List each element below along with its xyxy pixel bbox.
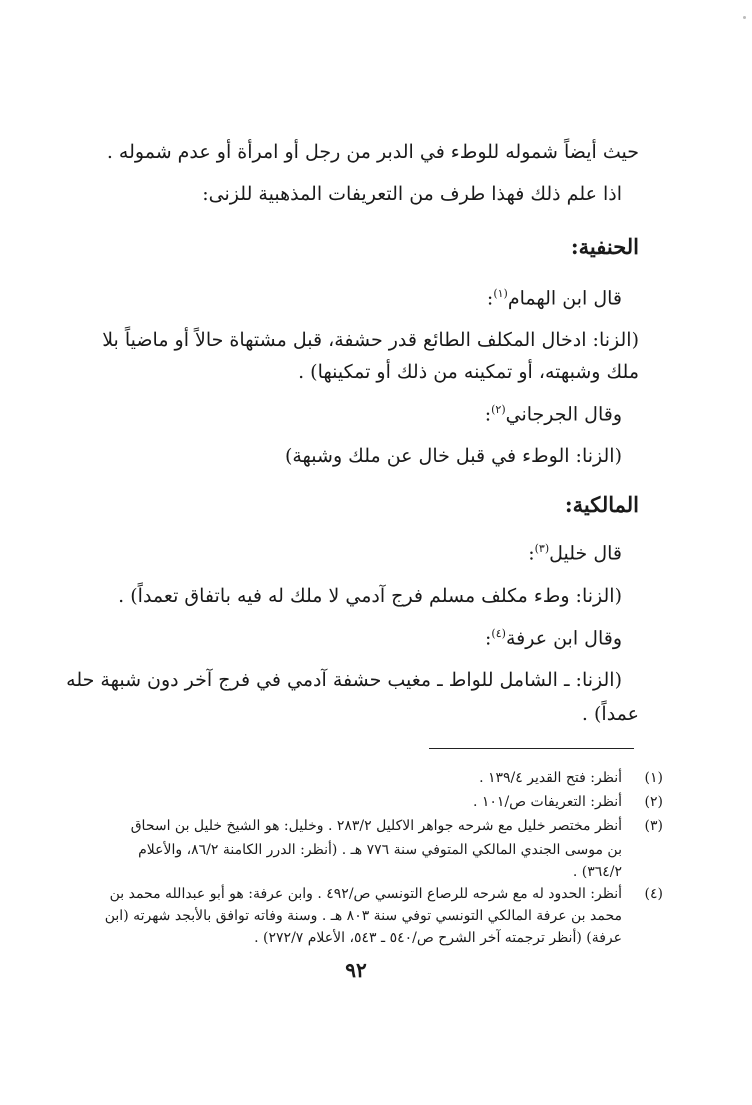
footnote-number-4: (٤) [644,886,663,902]
colon: : [484,403,492,426]
quote-intro-ibn-alhumam [487,282,622,310]
quote-intro-ibn-arafa [485,622,622,650]
body-line-definition-ibn-arafa-2: عمداً) . [581,703,639,725]
footnote-3-line-2: بن موسى الجندي المالكي المتوفي سنة ٧٧٦ هـ . (أنظر: الدرر الكامنة ٨٦/٢، والأعلام [138,842,622,858]
heading-hanafi: الحنفية: [570,234,639,259]
footnote-number-2: (٢) [644,794,663,810]
footnote-3-line-3: ٣٦٤/٢) . [572,864,622,880]
quote-intro-text: قال خليل [549,542,622,565]
colon: : [528,542,535,565]
page-number: ٩٢ [345,958,367,982]
colon: : [485,627,492,650]
footnote-3-line-1: أنظر مختصر خليل مع شرحه جواهر الاكليل ٢٨٣/٢ . وخليل: هو الشيخ خليل بن اسحاق [130,818,622,834]
quote-intro-text: قال ابن الهمام [507,287,622,310]
footnote-number-3: (٣) [644,818,663,834]
footnote-ref-1: (١) [493,287,508,300]
body-line-2: اذا علم ذلك فهذا طرف من التعريفات المذهبية للزنى: [202,183,622,205]
footnote-separator [429,748,634,749]
body-line-definition-khalil: (الزنا: وطء مكلف مسلم فرج آدمي لا ملك له فيه باتفاق تعمداً) . [118,585,622,607]
colon: : [486,287,494,310]
footnote-ref-2: (٢) [491,403,506,416]
scan-speck [743,16,746,19]
body-line-definition-ibn-arafa-1: (الزنا: ـ الشامل للواط ـ مغيب حشفة آدمي في فرج آخر دون شبهة حله [66,669,622,691]
footnote-4-line-3: عرفة) (أنظر ترجمته آخر الشرح ص/٥٤٠ ـ ٥٤٣، الأعلام ٢٧٢/٧) . [254,930,622,946]
footnote-ref-4: (٤) [491,627,506,640]
body-line-definition-jurjani: (الزنا: الوطء في قبل خال عن ملك وشبهة) [284,445,622,467]
body-line-definition-hanafi-2: ملك وشبهته، أو تمكينه من ذلك أو تمكينها) . [298,361,639,383]
quote-intro-text: وقال الجرجاني [505,403,622,426]
body-line-1: حيث أيضاً شموله للوطء في الدبر من رجل أو امرأة أو عدم شموله . [106,141,639,163]
body-line-definition-hanafi-1: (الزنا: ادخال المكلف الطائع قدر حشفة، قبل مشتهاة حالاً أو ماضياً بلا [102,329,639,351]
footnote-4-line-1: أنظر: الحدود له مع شرحه للرصاع التونسي ص/٤٩٢ . وابن عرفة: هو أبو عبدالله محمد بن [109,886,622,902]
footnote-ref-3: (٣) [534,542,550,555]
footnote-4-line-2: محمد بن عرفة المالكي التونسي توفي سنة ٨٠٣ هـ . وسنة وفاته توافق بالأبجد شهرته (ابن [104,908,622,924]
footnote-number-1: (١) [644,770,663,786]
footnote-2-line-1: أنظر: التعريفات ص/١٠١ . [472,794,622,810]
footnote-1-line-1: أنظر: فتح القدير ١٣٩/٤ . [479,770,622,786]
heading-maliki: المالكية: [564,492,639,517]
quote-intro-khalil [528,537,622,565]
quote-intro-jurjani [485,398,622,426]
quote-intro-text: وقال ابن عرفة [505,627,622,650]
